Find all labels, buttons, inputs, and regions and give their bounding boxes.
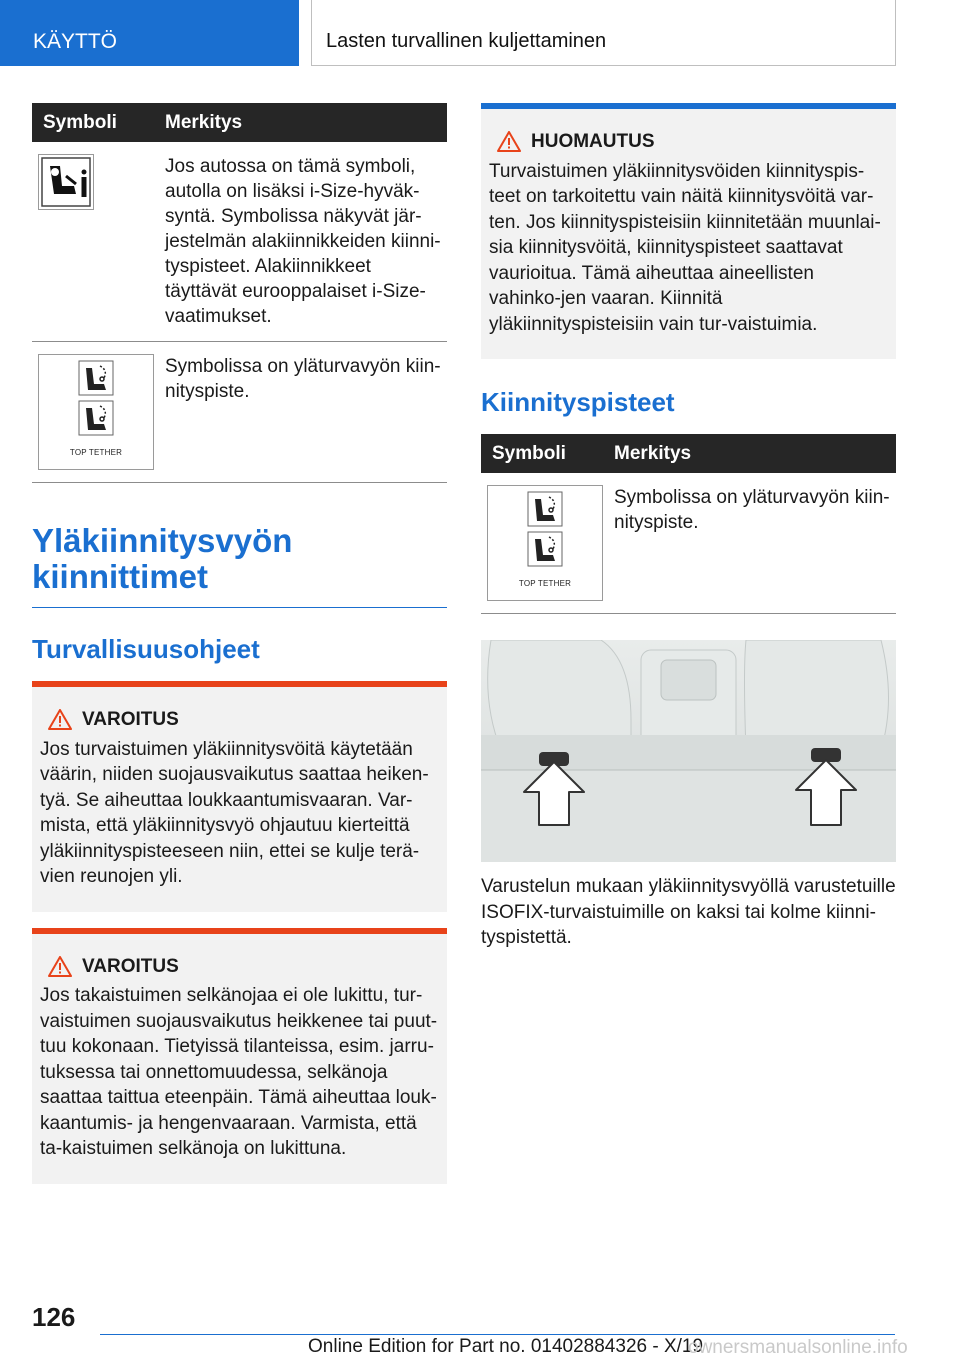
- top-tether-label: TOP TETHER: [518, 578, 572, 588]
- isofix-i-size-icon: [38, 154, 94, 210]
- section-heading: Yläkiinnitysvyön kiinnittimet: [32, 523, 447, 608]
- left-column: [32, 103, 447, 1184]
- warning-title-row: [48, 954, 439, 980]
- chapter-title: Lasten turvallinen kuljettaminen: [326, 30, 607, 52]
- col-symbol-header: Symboli: [32, 103, 154, 142]
- warning-title: VAROITUS: [82, 709, 179, 730]
- section-tab: [0, 0, 299, 66]
- warning-text: Jos turvaistuimen yläkiinnitysvöitä käytetään väärin, niiden suojausvaikutus saattaa heiken-tyä. Se aiheuttaa loukkaantumisvaaran. Var-mista, että yläkiinnitysvyö ohjautuu kierteittä yläkiinnityspisteeseen niin, ettei se kulje terä-vien reunojen yli.: [40, 738, 429, 887]
- table-header: [32, 103, 447, 142]
- sub-heading: Turvallisuusohjeet: [32, 634, 260, 664]
- watermark-text: ownersmanualsonline.info: [688, 1337, 908, 1358]
- chapter-tab: [311, 0, 896, 66]
- rear-seat-photo: [481, 640, 896, 862]
- warning-box: [32, 928, 447, 1184]
- table-row: [481, 473, 896, 614]
- col-meaning-header: Merkitys: [603, 434, 896, 473]
- notice-triangle-icon: [497, 131, 521, 152]
- symbol-cell: [32, 142, 154, 342]
- right-column: [481, 103, 896, 951]
- col-symbol-header: Symboli: [481, 434, 603, 473]
- section-title: KÄYTTÖ: [33, 30, 118, 53]
- col-meaning-header: Merkitys: [154, 103, 447, 142]
- meaning-cell: Symbolissa on yläturvavyön kiin-nityspiste.: [154, 342, 447, 483]
- footer-divider: [100, 1334, 895, 1335]
- warning-triangle-icon: [48, 956, 72, 977]
- table-row: [32, 142, 447, 342]
- notice-title: HUOMAUTUS: [531, 131, 655, 152]
- section-heading: Kiinnityspisteet: [481, 387, 675, 417]
- edition-text: Online Edition for Part no. 01402884326 - X/19: [308, 1336, 704, 1357]
- warning-box: [32, 681, 447, 912]
- warning-title-row: [48, 707, 439, 733]
- top-tether-icon: [38, 354, 154, 470]
- meaning-cell: Jos autossa on tämä symboli, autolla on lisäksi i-Size-hyväk-syntä. Symbolissa näkyvät jär-jestelmän alakiinnikkeiden kiinni-tyspisteet. Alakiinnikkeet täyttävät eurooppalaiset i-Size-vaatimukset.: [154, 142, 447, 342]
- top-tether-label: TOP TETHER: [69, 447, 123, 457]
- symbol-cell: [32, 342, 154, 483]
- page-number: 126: [32, 1302, 76, 1332]
- photo-caption: Varustelun mukaan yläkiinnitysvyöllä varustetuille ISOFIX-turvaistuimille on kaksi tai kolme kiinni-tyspistettä.: [481, 876, 896, 948]
- notice-box: [481, 103, 896, 359]
- notice-text: Turvaistuimen yläkiinnitysvöiden kiinnityspis-teet on tarkoitettu vain näitä kiinnitysvöitä var-ten. Jos kiinnityspisteisiin kiinnitetään muunlai-sia kiinnitysvöitä, kiinnityspisteet saattavat vaurioitua. Tämä aiheuttaa aineellisten vahinko-jen vaaran. Kiinnitä yläkiinnityspisteisiin vain tur-vaistuimia.: [489, 160, 881, 335]
- table-row: [32, 342, 447, 483]
- symbol-table-left: [32, 103, 447, 483]
- top-tether-icon: [487, 485, 603, 601]
- symbol-table-right: [481, 434, 896, 614]
- warning-title: VAROITUS: [82, 955, 179, 977]
- table-header: [481, 434, 896, 473]
- symbol-cell: [481, 473, 603, 614]
- meaning-cell: Symbolissa on yläturvavyön kiin-nityspiste.: [603, 473, 896, 614]
- notice-title-row: [497, 129, 888, 155]
- warning-text: Jos takaistuimen selkänojaa ei ole lukittu, tur-vaistuimen suojausvaikutus heikkenee tai puut-tuu kokonaan. Tietyissä tilanteissa, esim. jarru-tuksessa tai onnettomuudessa, selkänoja saattaa taittua eteenpäin. Tämä aiheuttaa louk-kaantumis- ja hengenvaaraan. Varmista, että ta-kaistuimen selkänoja on lukittuna.: [40, 985, 438, 1159]
- warning-triangle-icon: [48, 709, 72, 730]
